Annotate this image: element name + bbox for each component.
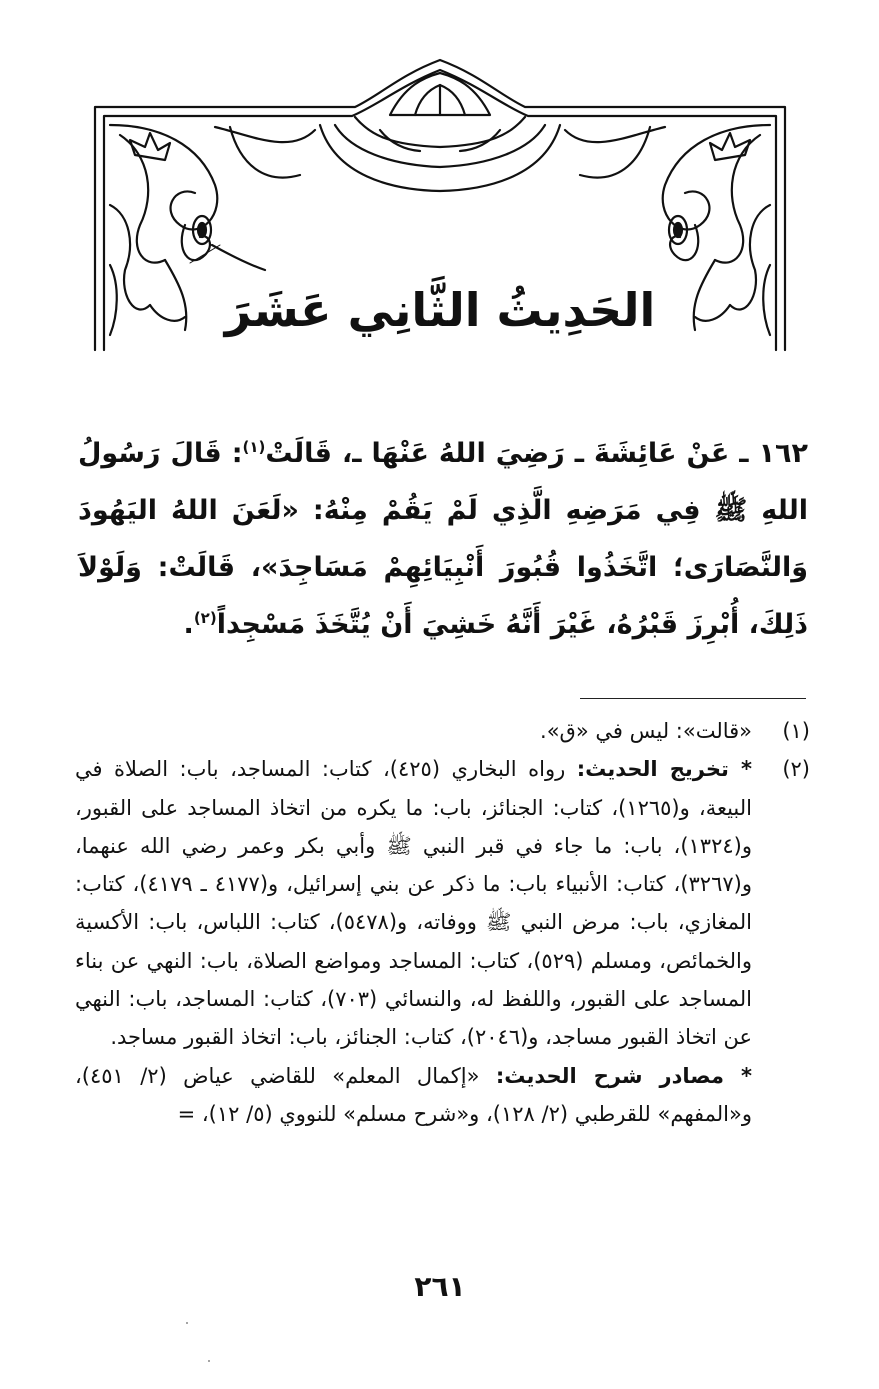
footnote-2: [75, 750, 810, 1133]
footnote-separator: [580, 698, 806, 699]
footnote-1-text: «قالت»: ليس في «ق».: [540, 719, 752, 743]
hadith-number: ١٦٢: [758, 438, 809, 469]
footnotes: [75, 712, 810, 1133]
hadith-text-part2: : قَالَ رَسُولُ اللهِ ﷺ فِي مَرَضِهِ الَّذِي لَمْ يَقُمْ مِنْهُ: «لَعَنَ اللهُ اليَهُودَ وَالنَّصَارَى؛ اتَّخَذُوا قُبُورَ أَنْبِيَائِهِمْ مَسَاجِدَ»، قَالَتْ: وَلَوْلاَ ذَلِكَ، أُبْرِزَ قَبْرُهُ، غَيْرَ أَنَّهُ خَشِيَ أَنْ يُتَّخَذَ مَسْجِداً: [78, 438, 808, 640]
chapter-title: الحَدِيثُ الثَّانِي عَشَرَ: [224, 283, 656, 337]
hadith-text-end: .: [183, 609, 194, 640]
scan-speck: [208, 1360, 210, 1362]
hadith-sources-heading: * تخريج الحديث:: [576, 757, 752, 782]
footnote-1-number: (١): [782, 719, 810, 743]
footnote-ref-2: (٢): [193, 609, 217, 627]
hadith-text: [78, 425, 808, 653]
footnote-ref-1: (١): [242, 438, 266, 456]
scan-speck: [186, 1322, 188, 1324]
commentary-sources-heading: * مصادر شرح الحديث:: [495, 1063, 752, 1088]
footnote-1: [75, 712, 810, 750]
footnote-2-number: (٢): [782, 757, 810, 782]
commentary-sources-text: «إكمال المعلم» للقاضي عياض (٢/ ٤٥١)، و«المفهم» للقرطبي (٢/ ١٢٨)، و«شرح مسلم» للنووي (٥/ ١٢)، =: [75, 1063, 752, 1126]
hadith-sources-text: رواه البخاري (٤٢٥)، كتاب: المساجد، باب: الصلاة في البيعة، و(١٢٦٥)، كتاب: الجنائز، باب: ما يكره من اتخاذ المساجد على القبور، و(١٣٢٤)، باب: ما جاء في قبر النبي ﷺ وأبي بكر وعمر رضي الله عنهما، و(٣٢٦٧)، كتاب: الأنبياء باب: ما ذكر عن بني إسرائيل، و(٤١٧٧ ـ ٤١٧٩)، كتاب: المغازي، باب: مرض النبي ﷺ ووفاته، و(٥٤٧٨)، كتاب: اللباس، باب: الأكسية والخمائص، ومسلم (٥٢٩)، كتاب: المساجد ومواضع الصلاة، باب: النهي عن بناء المساجد على القبور، واللفظ له، والنسائي (٧٠٣)، كتاب: المساجد، باب: النهي عن اتخاذ القبور مساجد، و(٢٠٤٦)، كتاب: الجنائز، باب: اتخاذ القبور مساجد.: [75, 757, 753, 1050]
page-number: ٢٦١: [414, 1270, 466, 1303]
hadith-text-part1: ـ عَنْ عَائِشَةَ ـ رَضِيَ اللهُ عَنْهَا ـ، قَالَتْ: [265, 438, 749, 469]
